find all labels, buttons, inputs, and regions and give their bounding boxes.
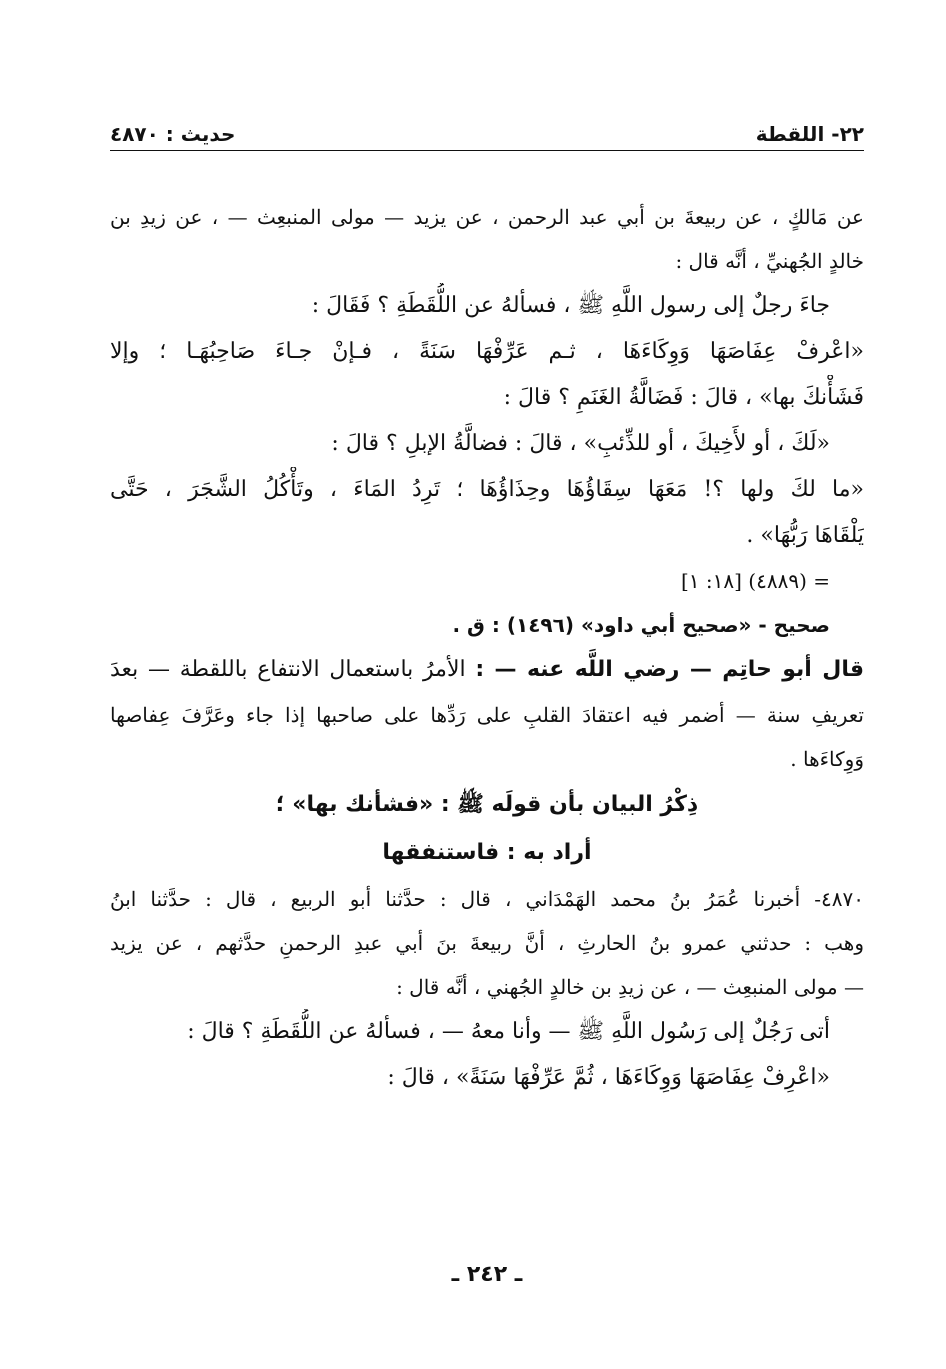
section-subheading: أراد به : فاستنفقها: [382, 840, 592, 865]
commentary-line: وَوِكاءَها .: [790, 747, 864, 771]
hadith-text-line: «اعْرِفْ عِفَاصَهَا وَوِكَاءَهَا ، ثُمَّ عَرِّفْهَا سَنَةً» ، قالَ :: [387, 1065, 830, 1090]
grading-note: صحيح - «صحيح أبي داود» (١٤٩٦) : ق .: [452, 613, 830, 637]
isnad-line: وهب : حدثني عمرو بنُ الحارثِ ، أنَّ ربيعةَ بنَ أبي عبدِ الرحمنِ حدَّثهم ، عن يزيد: [110, 931, 864, 955]
commentary-line: تعريفِ سنة — أضمر فيه اعتقادَ القلبِ على رَدِّها على صاحبها إذا جاء وعَرَّفَ عِفاصها: [110, 703, 864, 727]
hadith-text-line: يَلْقَاهَا رَبُّهَا» .: [746, 523, 864, 548]
header-divider: [110, 150, 864, 151]
hadith-text-line: «اعْرفْ عِفَاصَهَا وَوِكَاءَهَا ، ثـم عَرِّفْهَا سَنَةً ، فـإنْ جـاءَ صَاحِبُهَـا ؛ وإلا: [110, 339, 864, 364]
commentary-line: قال أبو حاتِم — رضي اللَّه عنه — : الأمرُ باستعمال الانتفاع باللقطة — بعدَ: [110, 657, 864, 682]
book-page: [110, 0, 864, 1369]
hadith-text-line: جاءَ رجلٌ إلى رسول اللَّهِ ﷺ ، فسألهُ عن اللُّقَطَةِ ؟ فَقَالَ :: [311, 293, 830, 318]
text-line: عن مَالكٍ ، عن ربيعةَ بن أبي عبد الرحمن ، عن يزيد — مولى المنبعِث — ، عن زيدِ بن: [110, 205, 864, 229]
hadith-text-line: فَشَأْنكَ بها» ، قالَ : فَضَالَّةُ الغَنَمِ ؟ قالَ :: [503, 385, 864, 410]
hadith-text-line: أتى رَجُلٌ إلى رَسُول اللَّهِ ﷺ — وأنا معهُ — ، فسألهُ عن اللُّقَطَةِ ؟ قالَ :: [187, 1019, 830, 1044]
text-body: [110, 195, 864, 1101]
isnad-line: ٤٨٧٠- أخبرنا عُمَرُ بنُ محمد الهَمْدَاني ، قال : حدَّثنا أبو الربيع ، قال : حدَّثنا ابنُ: [110, 887, 864, 911]
hadith-text-line: «ما لكَ ولها ؟! مَعَهَا سِقَاؤُهَا وحِذَاؤُهَا ؛ تَرِدُ المَاءَ ، وتَأْكُلُ الشَّجَرَ ، حَتَّى: [110, 477, 864, 502]
page-number: ـ ٢٤٢ ـ: [451, 1262, 523, 1287]
page-header: [110, 112, 864, 146]
section-heading: ذِكْرُ البيان بأن قولَه ﷺ : «فشأنك بها» ؛: [275, 792, 699, 817]
hadith-text-line: «لَكَ ، أو لأَخِيكَ ، أو للذِّئبِ» ، قالَ : فضالَّةُ الإبلِ ؟ قالَ :: [331, 431, 830, 456]
isnad-line: — مولى المنبعِث — ، عن زيدِ بن خالدٍ الجُهني ، أنَّه قال :: [396, 975, 864, 999]
cross-reference: = (٤٨٨٩) [١٨: ١]: [680, 569, 830, 593]
text-line: خالدٍ الجُهنيِّ ، أنَّه قال :: [675, 249, 864, 273]
speaker-prefix: قال أبو حاتِم — رضي اللَّه عنه — :: [475, 657, 864, 682]
hadith-number-label: حديث : ٤٨٧٠: [110, 122, 236, 146]
chapter-title: ٢٢- اللقطة: [755, 122, 864, 146]
